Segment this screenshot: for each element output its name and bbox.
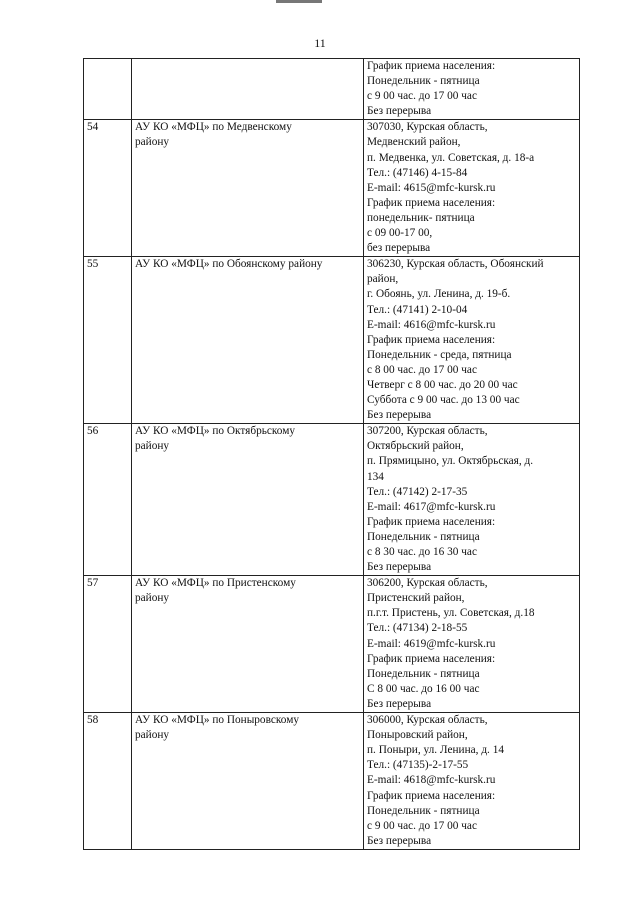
row-number: 57: [87, 577, 99, 590]
info-line: Четверг с 8 00 час. до 20 00 час: [367, 378, 518, 391]
office-name-line: АУ КО «МФЦ» по Обоянскому району: [135, 258, 323, 271]
row-number-cell: [84, 257, 132, 424]
info-line: п. Медвенка, ул. Советская, д. 18-а: [367, 151, 535, 164]
mfc-offices-table: [83, 58, 580, 850]
office-name-cell: [132, 257, 364, 424]
info-line: График приема населения:: [367, 515, 496, 528]
info-line: с 8 00 час. до 17 00 час: [367, 363, 477, 376]
table-body: [84, 59, 580, 850]
info-line: с 09 00-17 00,: [367, 227, 433, 240]
info-line: Октябрьский район,: [367, 440, 464, 453]
row-number-cell: [84, 424, 132, 576]
info-line: 134: [367, 470, 384, 483]
info-line: Тел.: (47146) 4-15-84: [367, 166, 468, 179]
office-name-line: району: [135, 592, 170, 605]
office-name-line: АУ КО «МФЦ» по Медвенскому: [135, 121, 292, 134]
info-line: 307200, Курская область,: [367, 425, 488, 438]
info-line: понедельник- пятница: [367, 211, 475, 224]
office-info-cell: [364, 120, 580, 257]
office-info-cell: [364, 424, 580, 576]
info-line: E-mail: 4618@mfc-kursk.ru: [367, 774, 496, 787]
info-line: п. Прямицыно, ул. Октябрьская, д.: [367, 455, 534, 468]
office-info-cell: [364, 257, 580, 424]
info-line: График приема населения:: [367, 789, 496, 802]
office-info-cell: [364, 576, 580, 713]
info-line: 306000, Курская область,: [367, 714, 488, 727]
office-info-cell: [364, 713, 580, 850]
row-number-cell: [84, 59, 132, 120]
info-line: E-mail: 4616@mfc-kursk.ru: [367, 318, 496, 331]
info-line: г. Обоянь, ул. Ленина, д. 19-б.: [367, 288, 511, 301]
info-line: Без перерыва: [367, 561, 432, 574]
info-line: п.г.т. Пристень, ул. Советская, д.18: [367, 607, 535, 620]
info-line: Понедельник - пятница: [367, 530, 480, 543]
info-line: Тел.: (47141) 2-10-04: [367, 303, 468, 316]
row-number-cell: [84, 576, 132, 713]
office-name-line: району: [135, 136, 170, 149]
info-line: Тел.: (47135)-2-17-55: [367, 759, 469, 772]
table-row: [84, 120, 580, 257]
table-row: [84, 713, 580, 850]
info-line: Суббота с 9 00 час. до 13 00 час: [367, 394, 520, 407]
office-name-line: АУ КО «МФЦ» по Поныровскому: [135, 714, 300, 727]
office-name-cell: [132, 120, 364, 257]
info-line: E-mail: 4619@mfc-kursk.ru: [367, 637, 496, 650]
info-line: Без перерыва: [367, 409, 432, 422]
info-line: с 8 30 час. до 16 30 час: [367, 546, 477, 558]
info-line: 306230, Курская область, Обоянский: [367, 258, 544, 271]
top-edge-mark: [276, 0, 322, 3]
info-line: График приема населения:: [367, 333, 496, 346]
row-number: 56: [87, 425, 99, 438]
office-name-line: району: [135, 729, 170, 742]
office-name-line: району: [135, 440, 170, 453]
office-name-cell: [132, 59, 364, 120]
info-line: Тел.: (47142) 2-17-35: [367, 485, 468, 498]
office-name-line: АУ КО «МФЦ» по Пристенскому: [135, 577, 296, 590]
info-line: 306200, Курская область,: [367, 577, 488, 590]
office-name-cell: [132, 424, 364, 576]
table-row: [84, 576, 580, 713]
info-line: Без перерыва: [367, 105, 432, 118]
office-info-cell: [364, 59, 580, 120]
info-line: Без перерыва: [367, 697, 432, 710]
office-name-cell: [132, 576, 364, 713]
info-line: без перерыва: [367, 242, 431, 255]
table-row: [84, 257, 580, 424]
info-line: С 8 00 час. до 16 00 час: [367, 682, 480, 695]
row-number-cell: [84, 120, 132, 257]
office-name-cell: [132, 713, 364, 850]
info-line: Без перерыва: [367, 834, 432, 847]
info-line: 307030, Курская область,: [367, 121, 488, 134]
info-line: Тел.: (47134) 2-18-55: [367, 622, 468, 635]
row-number-cell: [84, 713, 132, 850]
table-row: [84, 424, 580, 576]
info-line: Пристенский район,: [367, 592, 465, 605]
info-line: График приема населения:: [367, 60, 496, 72]
row-number: 54: [87, 121, 99, 134]
info-line: Поныровский район,: [367, 729, 468, 742]
info-line: с 9 00 час. до 17 00 час: [367, 90, 477, 103]
office-name-line: АУ КО «МФЦ» по Октябрьскому: [135, 425, 296, 438]
info-line: район,: [367, 273, 399, 286]
page-number: 11: [314, 36, 326, 50]
table-row: [84, 59, 580, 120]
row-number: 58: [87, 714, 99, 727]
info-line: E-mail: 4615@mfc-kursk.ru: [367, 181, 496, 194]
info-line: E-mail: 4617@mfc-kursk.ru: [367, 500, 496, 513]
info-line: Понедельник - среда, пятница: [367, 348, 512, 361]
info-line: Понедельник - пятница: [367, 75, 480, 88]
info-line: п. Поныри, ул. Ленина, д. 14: [367, 744, 505, 757]
info-line: График приема населения:: [367, 652, 496, 665]
info-line: График приема населения:: [367, 196, 496, 209]
row-number: 55: [87, 258, 99, 271]
info-line: Понедельник - пятница: [367, 804, 480, 817]
info-line: Медвенский район,: [367, 136, 461, 149]
info-line: с 9 00 час. до 17 00 час: [367, 819, 477, 832]
info-line: Понедельник - пятница: [367, 667, 480, 680]
